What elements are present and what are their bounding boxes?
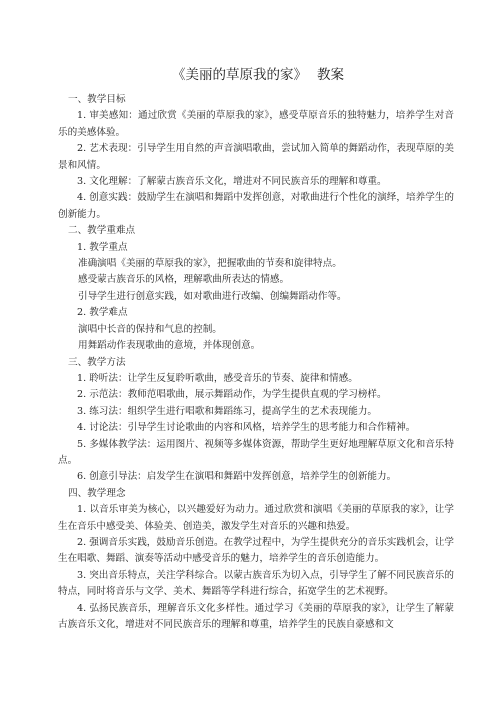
- paragraph: 1. 教学重点: [77, 241, 128, 253]
- paragraph: 2. 艺术表现：引导学生用自然的声音演唱歌曲，尝试加入简单的舞蹈动作，表现草原的美景和风情。: [58, 143, 454, 171]
- paragraph: 1. 聆听法：让学生反复聆听歌曲，感受音乐的节奏、旋律和情感。: [77, 372, 358, 384]
- section-1: [58, 92, 454, 223]
- text-line: 引导学生进行创意实践，如对歌曲进行改编、创编舞蹈动作等。: [78, 290, 347, 302]
- document-title-main: 《美丽的草原我的家》: [172, 67, 307, 83]
- section-heading: 四、教学理念: [68, 487, 126, 499]
- section-heading: 三、教学方法: [68, 356, 126, 368]
- text-line: 感受蒙古族音乐的风格，理解歌曲所表达的情感。: [78, 274, 290, 286]
- paragraph: 4. 讨论法：引导学生讨论歌曲的内容和风格，培养学生的思考能力和合作精神。: [77, 422, 416, 434]
- document-body: [58, 92, 454, 633]
- paragraph: 1. 审美感知：通过欣赏《美丽的草原我的家》，感受草原音乐的独特魅力，培养学生对音乐的美感体验。: [58, 110, 454, 138]
- paragraph: 3. 文化理解：了解蒙古族音乐文化，增进对不同民族音乐的理解和尊重。: [77, 176, 387, 188]
- paragraph: 3. 练习法：组织学生进行唱歌和舞蹈练习，提高学生的艺术表现能力。: [77, 405, 378, 417]
- text-line: 用舞蹈动作表现歌曲的意境，并体现创意。: [78, 340, 261, 352]
- paragraph: 5. 多媒体教学法：运用图片、视频等多媒体资源，帮助学生更好地理解草原文化和音乐特点。: [58, 438, 454, 466]
- paragraph: 6. 创意引导法：启发学生在演唱和舞蹈中发挥创意，培养学生的创新能力。: [77, 471, 397, 483]
- paragraph: 3. 突出音乐特点，关注学科综合。以蒙古族音乐为切入点，引导学生了解不同民族音乐的特点，同时将音乐与文学、美术、舞蹈等学科进行综合，拓宽学生的艺术视野。: [58, 569, 454, 598]
- document-title: [58, 66, 454, 84]
- section-3: [58, 355, 454, 486]
- text-line: 准确演唱《美丽的草原我的家》，把握歌曲的节奏和旋律特点。: [78, 258, 342, 270]
- text-line: 演唱中长音的保持和气息的控制。: [78, 323, 222, 335]
- paragraph: 2. 强调音乐实践，鼓励音乐创造。在教学过程中，为学生提供充分的音乐实践机会，让学生在唱歌、舞蹈、演奏等活动中感受音乐的魅力，培养学生的音乐创造能力。: [58, 536, 454, 565]
- section-2: [58, 223, 454, 354]
- document-title-suffix: 教案: [317, 67, 344, 83]
- paragraph: 2. 教学难点: [77, 307, 128, 319]
- section-4: [58, 486, 454, 634]
- section-heading: 一、教学目标: [68, 94, 126, 105]
- paragraph: 2. 示范法：教师范唱歌曲，展示舞蹈动作，为学生提供直观的学习榜样。: [77, 389, 387, 401]
- paragraph: 1. 以音乐审美为核心，以兴趣爱好为动力。通过欣赏和演唱《美丽的草原我的家》，让学生在音乐中感受美、体验美、创造美，激发学生对音乐的兴趣和热爱。: [58, 504, 454, 532]
- paragraph: 4. 弘扬民族音乐，理解音乐文化多样性。通过学习《美丽的草原我的家》，让学生了解蒙古族音乐文化，增进对不同民族音乐的理解和尊重，培养学生的民族自豪感和文: [58, 602, 454, 630]
- paragraph: 4. 创意实践：鼓励学生在演唱和舞蹈中发挥创意，对歌曲进行个性化的演绎，培养学生的创新能力。: [58, 192, 454, 220]
- section-heading: 二、教学重难点: [68, 225, 136, 237]
